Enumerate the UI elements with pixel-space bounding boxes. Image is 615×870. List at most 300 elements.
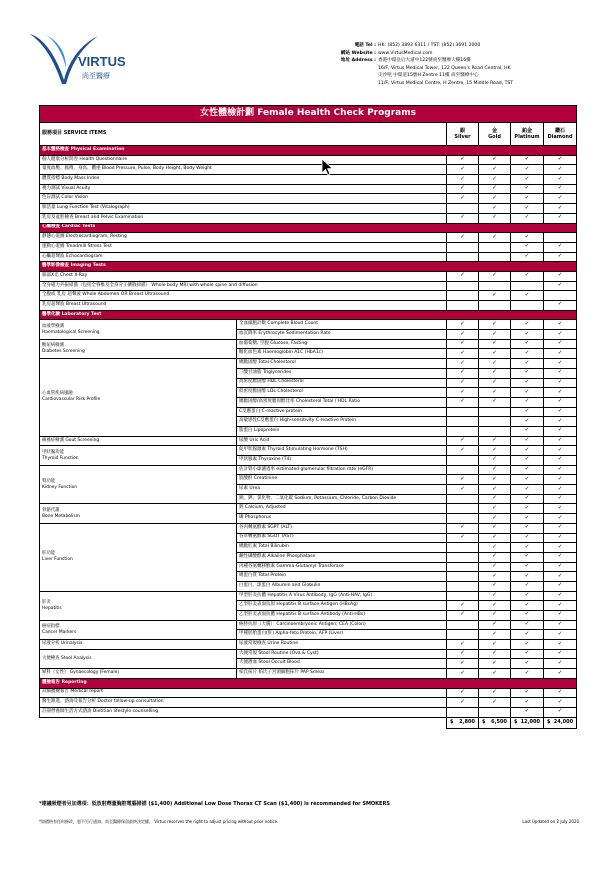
check-cell: ✓ bbox=[447, 175, 479, 185]
check-cell: ✓ bbox=[544, 213, 577, 223]
check-cell: ✓ bbox=[544, 523, 577, 533]
service-item: 全身磁力共振掃描（包括全脊椎及全身分子擴散掃描） Whole body MRI with whole spine and diffusion bbox=[40, 281, 447, 291]
tier-silver-header: 銀 Silver bbox=[447, 123, 479, 146]
check-cell: ✓ bbox=[544, 572, 577, 582]
check-cell: ✓ bbox=[447, 688, 479, 698]
lab-category bbox=[40, 320, 237, 339]
table-row bbox=[40, 640, 577, 650]
check-cell: ✓ bbox=[544, 339, 577, 349]
check-cell: ✓ bbox=[544, 184, 577, 194]
check-cell: ✓ bbox=[479, 339, 511, 349]
service-item: 註冊營養師生活方式諮詢 Dietitian lifestyle counselling bbox=[40, 707, 447, 717]
check-cell: ✓ bbox=[479, 659, 511, 669]
lab-test-item: 尿酸 Uric Acid bbox=[237, 436, 447, 446]
check-cell: ✓ bbox=[544, 252, 577, 262]
check-cell: ✓ bbox=[511, 630, 544, 640]
check-cell: ✓ bbox=[511, 494, 544, 504]
check-cell: ✓ bbox=[544, 698, 577, 708]
check-cell bbox=[447, 581, 479, 591]
check-cell: ✓ bbox=[447, 320, 479, 330]
check-cell bbox=[479, 252, 511, 262]
footer bbox=[39, 819, 579, 825]
check-cell: ✓ bbox=[511, 242, 544, 252]
check-cell bbox=[447, 407, 479, 417]
table-row bbox=[40, 620, 577, 630]
check-cell: ✓ bbox=[479, 194, 511, 204]
service-item: 醫生跟進、諮詢及報告分析 Doctor follow-up consultation bbox=[40, 698, 447, 708]
table-row bbox=[40, 320, 577, 330]
section-title: 心臟檢查 Cardiac Tests bbox=[40, 223, 577, 233]
check-cell: ✓ bbox=[511, 543, 544, 553]
lab-test-item: 甲狀腺素 Thyroxine (T4) bbox=[237, 456, 447, 466]
check-cell bbox=[447, 620, 479, 630]
addr-line-2: 16/F, Virtus Medical Tower, 122 Queen's Road Central, HK bbox=[378, 65, 511, 71]
check-cell: ✓ bbox=[544, 514, 577, 524]
check-cell: ✓ bbox=[544, 465, 577, 475]
check-cell: ✓ bbox=[544, 397, 577, 407]
check-cell: ✓ bbox=[447, 523, 479, 533]
check-cell: ✓ bbox=[479, 436, 511, 446]
category-zh: 癌症指標 bbox=[42, 623, 60, 629]
table-row bbox=[40, 698, 577, 708]
table-row bbox=[40, 591, 577, 601]
check-cell: ✓ bbox=[479, 155, 511, 165]
category-en: Bone Metabolism bbox=[42, 513, 80, 519]
check-cell: ✓ bbox=[511, 688, 544, 698]
lab-category bbox=[40, 436, 237, 446]
lab-test-item: 促甲狀腺激素 Thyroid Stimulating Hormone (TSH) bbox=[237, 446, 447, 456]
check-cell: ✓ bbox=[447, 669, 479, 679]
check-cell: ✓ bbox=[479, 397, 511, 407]
lab-test-item: 鹼性磷酸酵素 Alkaline Phosphatase bbox=[237, 552, 447, 562]
lab-test-item: 柏氏抹片 柏氏子宮頸細胞抹片 PAP Smear bbox=[237, 669, 447, 679]
table-row bbox=[40, 252, 577, 262]
check-cell: ✓ bbox=[447, 475, 479, 485]
check-cell: ✓ bbox=[479, 320, 511, 330]
lab-category bbox=[40, 446, 237, 465]
check-cell: ✓ bbox=[544, 407, 577, 417]
check-cell: ✓ bbox=[479, 291, 511, 301]
category-en: Kidney Function bbox=[42, 484, 78, 490]
check-cell: ✓ bbox=[511, 155, 544, 165]
check-cell: ✓ bbox=[511, 562, 544, 572]
check-cell: ✓ bbox=[511, 698, 544, 708]
table-row bbox=[40, 281, 577, 291]
table-row bbox=[40, 175, 577, 185]
lab-test-item: 尿液常規檢查 Urine Routine bbox=[237, 640, 447, 650]
addr-line-1: 香港中環皇后大道中122號尚至醫療大樓16樓 bbox=[378, 58, 471, 64]
check-cell: ✓ bbox=[544, 504, 577, 514]
tier-price: $ 24,000 bbox=[544, 717, 577, 728]
section-title: 醫學影像檢查 Imaging Tests bbox=[40, 262, 577, 272]
check-cell: ✓ bbox=[447, 271, 479, 281]
check-cell: ✓ bbox=[447, 611, 479, 621]
category-zh: 血液學檢測 bbox=[42, 323, 64, 329]
check-cell: ✓ bbox=[511, 213, 544, 223]
lab-category bbox=[40, 359, 237, 437]
check-cell: ✓ bbox=[511, 339, 544, 349]
table-row bbox=[40, 204, 577, 214]
check-cell: ✓ bbox=[544, 456, 577, 466]
tier-platinum-header: 鉑金 Platinum bbox=[511, 123, 544, 146]
table-row bbox=[40, 523, 577, 533]
check-cell bbox=[479, 242, 511, 252]
check-cell: ✓ bbox=[544, 242, 577, 252]
check-cell: ✓ bbox=[479, 368, 511, 378]
check-cell: ✓ bbox=[544, 446, 577, 456]
check-cell: ✓ bbox=[479, 378, 511, 388]
check-cell: ✓ bbox=[479, 388, 511, 398]
check-cell: ✓ bbox=[544, 494, 577, 504]
lab-test-item: 肌酸酐 Creatinine bbox=[237, 475, 447, 485]
check-cell: ✓ bbox=[447, 213, 479, 223]
check-cell: ✓ bbox=[544, 669, 577, 679]
check-cell: ✓ bbox=[479, 204, 511, 214]
service-item: 運動心電圖 Treadmill Stress Test bbox=[40, 242, 447, 252]
lab-test-item: 三酸甘油脂 Triglycerides bbox=[237, 368, 447, 378]
tier-gold-header: 金 Gold bbox=[479, 123, 511, 146]
service-item: 全腹或 乳房 超聲波 Whole Abdomen OR Breast Ultrasound bbox=[40, 291, 447, 301]
check-cell: ✓ bbox=[544, 485, 577, 495]
lab-category bbox=[40, 504, 237, 523]
category-zh: 腎功能 bbox=[42, 478, 56, 484]
check-cell: ✓ bbox=[479, 175, 511, 185]
check-cell: ✓ bbox=[511, 330, 544, 340]
check-cell bbox=[479, 407, 511, 417]
service-item: 量度血壓、脈搏、身高、體重 Blood Pressure, Pulse, Body Height, Body Weight bbox=[40, 165, 447, 175]
service-item: 靜態心電圖 Electrocardiogram, Resting bbox=[40, 233, 447, 243]
check-cell: ✓ bbox=[479, 698, 511, 708]
check-cell bbox=[447, 504, 479, 514]
check-cell: ✓ bbox=[544, 426, 577, 436]
lab-test-item: 大便常規 Stool Routine (Ova & Cyst) bbox=[237, 649, 447, 659]
check-cell: ✓ bbox=[479, 184, 511, 194]
check-cell: ✓ bbox=[511, 581, 544, 591]
check-cell: ✓ bbox=[544, 640, 577, 650]
check-cell bbox=[447, 204, 479, 214]
check-cell: ✓ bbox=[544, 630, 577, 640]
tier-diamond-header: 鑽石 Diamond bbox=[544, 123, 577, 146]
check-cell: ✓ bbox=[479, 465, 511, 475]
check-cell: ✓ bbox=[447, 330, 479, 340]
check-cell: ✓ bbox=[447, 349, 479, 359]
check-cell: ✓ bbox=[479, 349, 511, 359]
check-cell: ✓ bbox=[479, 475, 511, 485]
check-cell: ✓ bbox=[544, 436, 577, 446]
check-cell: ✓ bbox=[511, 175, 544, 185]
table-row bbox=[40, 213, 577, 223]
check-cell: ✓ bbox=[544, 359, 577, 369]
check-cell: ✓ bbox=[544, 581, 577, 591]
mouse-cursor-icon bbox=[321, 158, 335, 176]
service-item: 色盲測試 Color Vision bbox=[40, 194, 447, 204]
check-cell: ✓ bbox=[511, 640, 544, 650]
check-cell bbox=[544, 233, 577, 243]
web-label: 網站 Website : bbox=[340, 50, 376, 56]
check-cell: ✓ bbox=[479, 271, 511, 281]
lab-test-item: 總膽固醇/高密度膽固醇比率 Cholesterol Total / HDL Ratio bbox=[237, 397, 447, 407]
check-cell bbox=[447, 252, 479, 262]
check-cell: ✓ bbox=[511, 707, 544, 717]
lab-test-item: 癌胚抗原（大腸） Carcinoembryonic Antigen, CEA (Colon) bbox=[237, 620, 447, 630]
last-updated: Last Updated on 2 July 2020 bbox=[522, 819, 579, 824]
check-cell: ✓ bbox=[544, 649, 577, 659]
check-cell: ✓ bbox=[511, 194, 544, 204]
lab-test-item: 鈣 Calcium, Adjusted bbox=[237, 504, 447, 514]
check-cell: ✓ bbox=[447, 698, 479, 708]
check-cell bbox=[447, 707, 479, 717]
check-cell: ✓ bbox=[511, 669, 544, 679]
check-cell: ✓ bbox=[447, 485, 479, 495]
check-cell bbox=[447, 242, 479, 252]
section-header-row bbox=[40, 146, 577, 156]
lab-test-item: 甲種胚胎蛋白(肝) Alpha-feto Protein, AFP (Liver) bbox=[237, 630, 447, 640]
check-cell: ✓ bbox=[479, 611, 511, 621]
check-cell: ✓ bbox=[511, 359, 544, 369]
check-cell: ✓ bbox=[511, 620, 544, 630]
check-cell: ✓ bbox=[479, 562, 511, 572]
check-cell: ✓ bbox=[544, 533, 577, 543]
check-cell: ✓ bbox=[511, 649, 544, 659]
section-title: 醫學化驗 Laboratory Test bbox=[40, 310, 577, 320]
check-cell: ✓ bbox=[544, 204, 577, 214]
category-zh: 尿液分析 Urinalysis bbox=[42, 641, 83, 647]
service-item: 乳房及盆腔檢查 Breast and Pelvic Examination bbox=[40, 213, 447, 223]
table-row bbox=[40, 155, 577, 165]
logo-wordmark: VIRTUS bbox=[78, 54, 126, 69]
check-cell: ✓ bbox=[544, 301, 577, 311]
category-en: Hepatitis bbox=[42, 605, 62, 611]
lab-test-item: 全血細胞計數 Complete Blood Count bbox=[237, 320, 447, 330]
check-cell: ✓ bbox=[447, 659, 479, 669]
check-cell bbox=[447, 494, 479, 504]
check-cell: ✓ bbox=[447, 155, 479, 165]
service-item: 體質指標 Body Mass Index bbox=[40, 175, 447, 185]
service-item: 肺部X光 Chest X-Ray bbox=[40, 271, 447, 281]
lab-test-item: 鈉、鉀、氯化物、二氧化碳 Sodium, Potassium, Chloride, Carbon Dioxide bbox=[237, 494, 447, 504]
category-zh: 痛風症檢測 Gout Screening bbox=[42, 437, 100, 443]
addr-line-3: 尖沙咀 中間道15號H Zentre 11樓 尚至醫療中心 bbox=[378, 73, 479, 79]
check-cell: ✓ bbox=[544, 707, 577, 717]
table-row bbox=[40, 669, 577, 679]
section-header-row bbox=[40, 310, 577, 320]
lab-test-item: 谷丙轉氨酵素 SGPT (ALT) bbox=[237, 523, 447, 533]
service-items-header: 服務項目 SERVICE ITEMS bbox=[40, 123, 447, 146]
check-cell: ✓ bbox=[511, 456, 544, 466]
check-cell: ✓ bbox=[511, 417, 544, 427]
check-cell: ✓ bbox=[544, 417, 577, 427]
check-cell: ✓ bbox=[544, 562, 577, 572]
check-cell: ✓ bbox=[447, 165, 479, 175]
check-cell bbox=[479, 417, 511, 427]
check-cell: ✓ bbox=[544, 475, 577, 485]
table-row bbox=[40, 339, 577, 349]
lab-test-item: 乙型肝炎表面抗體 Hepatitis B surface Antibody (Anti-HBs) bbox=[237, 611, 447, 621]
check-cell: ✓ bbox=[511, 475, 544, 485]
table-row bbox=[40, 301, 577, 311]
tel-label: 電話 Tel : bbox=[354, 43, 376, 48]
category-zh: 心血管疾病風險 bbox=[42, 391, 73, 397]
notes bbox=[39, 800, 579, 807]
check-cell bbox=[447, 456, 479, 466]
check-cell: ✓ bbox=[511, 291, 544, 301]
check-cell bbox=[447, 281, 479, 291]
check-cell: ✓ bbox=[511, 572, 544, 582]
check-cell: ✓ bbox=[447, 368, 479, 378]
check-cell: ✓ bbox=[511, 465, 544, 475]
check-cell: ✓ bbox=[479, 456, 511, 466]
price-row-spacer bbox=[40, 717, 447, 728]
check-cell: ✓ bbox=[447, 378, 479, 388]
check-cell: ✓ bbox=[544, 175, 577, 185]
section-header-row bbox=[40, 678, 577, 688]
tel-value: HK: (852) 3893 6311 / TST: (852) 3691 2000 bbox=[378, 43, 481, 48]
check-cell: ✓ bbox=[511, 611, 544, 621]
check-cell: ✓ bbox=[544, 330, 577, 340]
lab-test-item: 低密度膽固醇 LDL Cholesterol bbox=[237, 388, 447, 398]
lab-test-item: 總膽紅素 Total Bilirubin bbox=[237, 543, 447, 553]
lab-test-item: 谷草轉氨酵素 SGOT (AST) bbox=[237, 533, 447, 543]
check-cell: ✓ bbox=[447, 649, 479, 659]
check-cell: ✓ bbox=[511, 397, 544, 407]
check-cell: ✓ bbox=[544, 659, 577, 669]
check-cell bbox=[447, 301, 479, 311]
lab-test-item: 血沉降率 Erythrocyte Sedimentation Rate bbox=[237, 330, 447, 340]
check-cell bbox=[447, 591, 479, 601]
check-cell: ✓ bbox=[479, 640, 511, 650]
check-cell: ✓ bbox=[544, 552, 577, 562]
table-row bbox=[40, 465, 577, 475]
table-row bbox=[40, 233, 577, 243]
lab-category bbox=[40, 649, 237, 668]
check-cell: ✓ bbox=[511, 388, 544, 398]
check-cell: ✓ bbox=[511, 204, 544, 214]
service-item: 詳細體檢報告 Medical report bbox=[40, 688, 447, 698]
check-cell: ✓ bbox=[511, 407, 544, 417]
check-cell: ✓ bbox=[511, 659, 544, 669]
table-title: 女性體檢計劃 Female Health Check Programs bbox=[40, 106, 577, 123]
check-cell: ✓ bbox=[479, 494, 511, 504]
category-zh: 婦科（女性） Gynaecology (Female) bbox=[42, 670, 120, 676]
check-cell: ✓ bbox=[447, 339, 479, 349]
check-cell: ✓ bbox=[544, 368, 577, 378]
lab-test-item: 磷 Phosphorus bbox=[237, 514, 447, 524]
category-zh: 大便檢查 Stool Analysis bbox=[42, 655, 92, 661]
lab-test-item: 尿素 Urea bbox=[237, 485, 447, 495]
check-cell: ✓ bbox=[447, 233, 479, 243]
check-cell bbox=[447, 465, 479, 475]
program-table bbox=[39, 105, 577, 729]
lab-test-item: 血葡萄糖, 空腹 Glucose, Fasting bbox=[237, 339, 447, 349]
check-cell: ✓ bbox=[479, 504, 511, 514]
check-cell: ✓ bbox=[511, 533, 544, 543]
check-cell: ✓ bbox=[447, 533, 479, 543]
category-en: Haematological Screening bbox=[42, 329, 100, 335]
check-cell: ✓ bbox=[544, 194, 577, 204]
check-cell: ✓ bbox=[479, 581, 511, 591]
lab-category bbox=[40, 523, 237, 591]
check-cell: ✓ bbox=[447, 388, 479, 398]
category-en: Liver Function bbox=[42, 557, 73, 563]
check-cell: ✓ bbox=[511, 514, 544, 524]
lab-test-item: 脂蛋白 Lipoprotein bbox=[237, 426, 447, 436]
check-cell: ✓ bbox=[479, 669, 511, 679]
check-cell: ✓ bbox=[479, 543, 511, 553]
logo-chinese: 尚至醫療 bbox=[82, 72, 110, 80]
check-cell: ✓ bbox=[544, 543, 577, 553]
check-cell: ✓ bbox=[544, 388, 577, 398]
category-zh: 糖尿病檢測 bbox=[42, 342, 64, 348]
check-cell: ✓ bbox=[479, 688, 511, 698]
smoker-note: *建議吸煙者另加選項：低放射劑量胸腔電腦掃描 ($1,400) Additional Low Dose Thorax CT Scan ($1,400) is recommended for SMOKERS bbox=[39, 801, 390, 807]
check-cell: ✓ bbox=[479, 523, 511, 533]
lab-test-item: C反應蛋白 C-reactive protein bbox=[237, 407, 447, 417]
check-cell: ✓ bbox=[511, 485, 544, 495]
check-cell: ✓ bbox=[544, 349, 577, 359]
section-title: 基本體格檢查 Physical Examination bbox=[40, 146, 577, 156]
check-cell: ✓ bbox=[544, 165, 577, 175]
service-item: 乳房超聲波 Breast Ultrasound bbox=[40, 301, 447, 311]
check-cell: ✓ bbox=[511, 368, 544, 378]
check-cell bbox=[479, 707, 511, 717]
table-row bbox=[40, 242, 577, 252]
check-cell: ✓ bbox=[447, 359, 479, 369]
check-cell: ✓ bbox=[479, 213, 511, 223]
check-cell bbox=[447, 291, 479, 301]
check-cell: ✓ bbox=[511, 271, 544, 281]
check-cell bbox=[447, 630, 479, 640]
check-cell: ✓ bbox=[479, 359, 511, 369]
lab-test-item: 乙型肝炎表面抗原 Hepatitis B surface Antigen (HBsAg) bbox=[237, 601, 447, 611]
table-row bbox=[40, 707, 577, 717]
lab-test-item: 高密度膽固醇 HDL Cholesterol bbox=[237, 378, 447, 388]
category-en: Thyroid Function bbox=[42, 455, 79, 461]
lab-test-item: 總膽固醇 Total Cholesterol bbox=[237, 359, 447, 369]
check-cell bbox=[447, 572, 479, 582]
check-cell: ✓ bbox=[511, 446, 544, 456]
check-cell bbox=[447, 426, 479, 436]
check-cell: ✓ bbox=[544, 601, 577, 611]
lab-test-item: 丙種谷氨轉移酵素 Gamma-Glutamyl Transferase bbox=[237, 562, 447, 572]
check-cell: ✓ bbox=[447, 436, 479, 446]
web-value[interactable]: www.VirtusMedical.com bbox=[378, 50, 433, 56]
check-cell: ✓ bbox=[544, 611, 577, 621]
table-row bbox=[40, 291, 577, 301]
table-row bbox=[40, 184, 577, 194]
check-cell bbox=[447, 514, 479, 524]
lab-test-item: 總蛋白質 Total Protein bbox=[237, 572, 447, 582]
check-cell bbox=[511, 281, 544, 291]
check-cell: ✓ bbox=[447, 397, 479, 407]
check-cell: ✓ bbox=[544, 620, 577, 630]
check-cell: ✓ bbox=[544, 271, 577, 281]
check-cell bbox=[447, 562, 479, 572]
check-cell: ✓ bbox=[479, 601, 511, 611]
lab-test-item: 甲型肝炎抗體 Hepatitis A Virus Antibody, IgG (Anti-HAV, IgG) bbox=[237, 591, 447, 601]
service-item: 視力測試 Visual Acuity bbox=[40, 184, 447, 194]
check-cell: ✓ bbox=[479, 485, 511, 495]
lab-test-item: 糖化血色素 Haemoglobin A1C (HbA1c) bbox=[237, 349, 447, 359]
table-row bbox=[40, 165, 577, 175]
check-cell: ✓ bbox=[479, 620, 511, 630]
lab-category bbox=[40, 339, 237, 358]
category-zh: 甲狀腺功能 bbox=[42, 449, 64, 455]
check-cell: ✓ bbox=[479, 572, 511, 582]
check-cell: ✓ bbox=[511, 436, 544, 446]
table-row bbox=[40, 688, 577, 698]
category-zh: 骨骼代謝 bbox=[42, 507, 60, 513]
lab-category bbox=[40, 620, 237, 639]
